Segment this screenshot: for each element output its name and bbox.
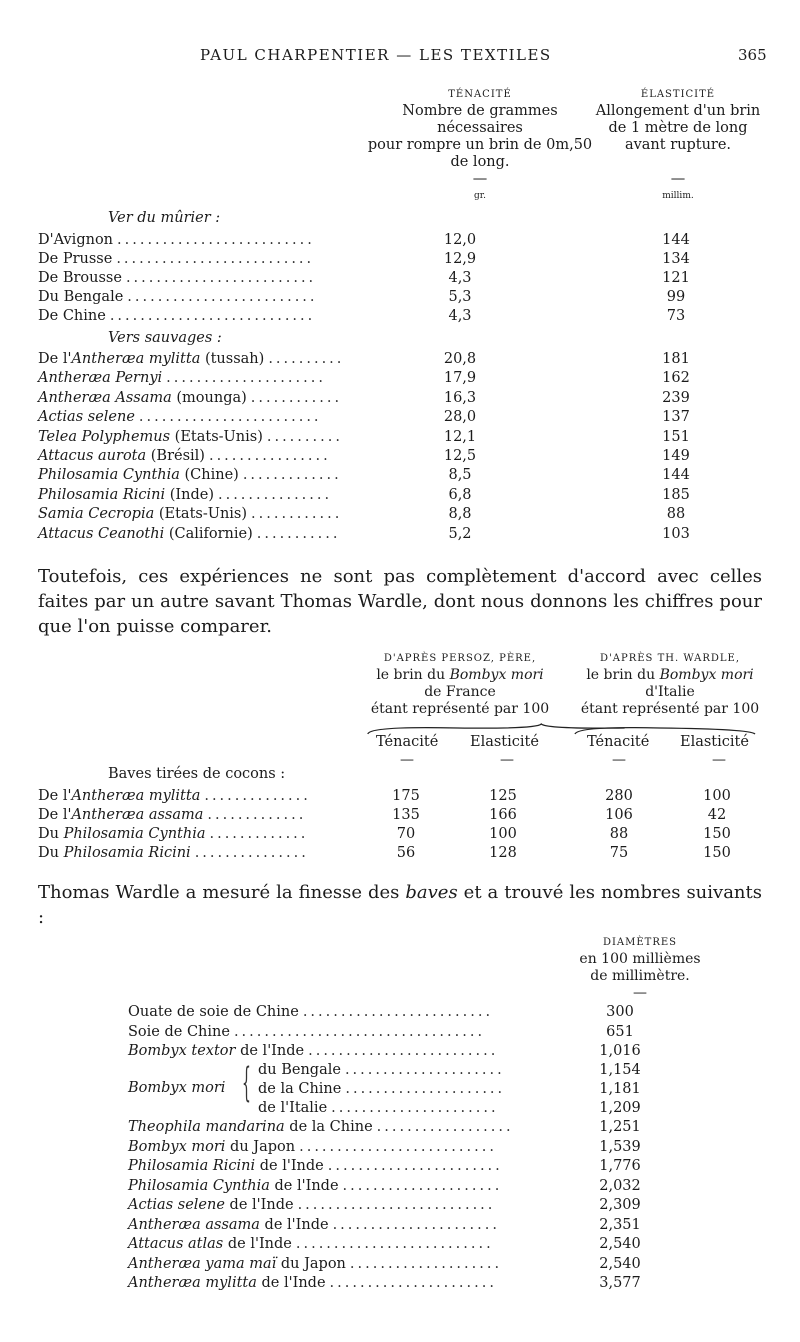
table-row (38, 287, 758, 307)
name-prefix: De l' (38, 807, 72, 823)
row-name (128, 1176, 339, 1196)
leader-dots: ............. (242, 467, 342, 484)
table-row (128, 1041, 800, 1061)
row-name: de l'Italie (258, 1100, 328, 1116)
wardle-line-1: le brin du Bombyx mori (586, 667, 754, 683)
table-row (258, 1060, 758, 1080)
row-name (38, 824, 205, 844)
table-row (38, 805, 758, 825)
table-row (258, 1098, 758, 1118)
leader-dots: .......................... (299, 1138, 497, 1155)
elasticity-value: 239 (662, 389, 690, 406)
wardle-tenacity-value: 106 (605, 807, 633, 823)
leader-dots: .......... (268, 351, 345, 367)
bombyx-mori-label: Bombyx mori (128, 1080, 226, 1096)
wardle-elasticity-label: Elasticité (680, 734, 749, 750)
tenacity-column-header (367, 86, 593, 205)
diameter-header (540, 934, 740, 1002)
row-name (128, 1041, 304, 1061)
persoz-line-2: de France (424, 684, 496, 700)
row-name (38, 465, 239, 485)
name-species: Telea Polyphemus (38, 428, 171, 445)
persoz-tenacity-value: 175 (392, 788, 420, 804)
row-name (128, 1234, 292, 1254)
name-prefix: De l' (38, 788, 72, 804)
elasticity-value: 99 (666, 289, 686, 305)
leader-dots: .............. (204, 788, 311, 804)
row-name (38, 388, 247, 408)
leader-dots: ..................... (342, 1177, 503, 1194)
elasticity-value: 151 (662, 428, 690, 445)
persoz-elasticity-label: Elasticité (470, 734, 539, 750)
row-name (38, 485, 214, 505)
tenacity-unit: gr. (474, 191, 486, 201)
diameter-dash: — (633, 985, 647, 1001)
name-suffix: (Inde) (165, 486, 214, 503)
leader-dots: ........................ (138, 409, 322, 426)
dash-t2-4: — (712, 752, 726, 768)
leader-dots: ................ (208, 448, 331, 464)
name-species: Attacus aurota (38, 448, 147, 464)
persoz-elasticity-value: 128 (489, 845, 517, 861)
row-name (38, 427, 263, 447)
name-prefix: Soie de Chine (128, 1023, 230, 1040)
tenacity-value: 12,1 (443, 428, 477, 445)
name-suffix: du Japon (225, 1138, 296, 1155)
name-species: Philosamia Ricini (128, 1158, 256, 1174)
table-row (128, 1273, 800, 1293)
persoz-tenacity-value: 70 (396, 826, 416, 842)
name-species: Antheræa mylitta (71, 788, 201, 804)
name-species: Philosamia Cynthia (38, 467, 180, 484)
diameter-value: 2,540 (599, 1236, 641, 1252)
brace-glyph: { (242, 1060, 251, 1106)
row-name: de la Chine (258, 1081, 342, 1097)
table-row (38, 485, 758, 505)
row-name (128, 1254, 346, 1274)
tenacity-value: 6,8 (448, 486, 472, 503)
persoz-tenacity-value: 56 (396, 845, 416, 861)
wardle-line-2: d'Italie (645, 684, 695, 700)
leader-dots: ................................. (233, 1023, 486, 1040)
name-suffix: de l'Inde (224, 1197, 294, 1213)
tenacity-line-3: pour rompre un brin de 0m,50 (367, 137, 593, 153)
group-mulberry-label: Ver du mûrier : (108, 210, 221, 226)
table-row (38, 407, 758, 427)
persoz-line-1: le brin du Bombyx mori (376, 667, 544, 683)
name-species: Actias selene (38, 409, 135, 426)
tenacity-value: 4,3 (448, 308, 472, 324)
name-suffix: (mounga) (171, 389, 247, 406)
row-name (38, 786, 200, 806)
elasticity-value: 137 (662, 409, 690, 426)
row-name (128, 1137, 295, 1157)
elasticity-value: 121 (662, 270, 690, 286)
row-name: du Bengale (258, 1062, 341, 1078)
leader-dots: ........... (256, 525, 341, 542)
leader-dots: ............ (250, 389, 343, 406)
diameter-caption: DIAMÈTRES (602, 937, 678, 948)
leader-dots: ..................... (345, 1081, 506, 1097)
row-name (128, 1195, 294, 1215)
row-name (38, 368, 162, 388)
page-number: 365 (738, 46, 767, 64)
dash-t2-1: — (400, 752, 414, 768)
tenacity-value: 16,3 (443, 389, 477, 406)
tenacity-caption: TÉNACITÉ (448, 89, 512, 100)
diameter-value: 300 (606, 1004, 634, 1020)
table-row (38, 465, 758, 485)
wardle-header (560, 650, 780, 718)
row-name: De Chine (38, 308, 106, 324)
name-species: Attacus Ceanothi (38, 525, 165, 542)
tenacity-value: 20,8 (443, 351, 477, 367)
elasticity-line-2: de 1 mètre de long (608, 120, 748, 136)
diameter-value: 1,539 (599, 1138, 641, 1155)
tenacity-value: 5,3 (448, 289, 472, 305)
table-row (38, 843, 758, 863)
diameter-value: 2,309 (599, 1197, 641, 1213)
persoz-tenacity-label: Ténacité (376, 734, 439, 750)
elasticity-caption: ÉLASTICITÉ (640, 89, 716, 100)
leader-dots: ............ (251, 506, 343, 523)
diameter-value: 2,540 (599, 1255, 641, 1272)
name-prefix: Du (38, 826, 64, 842)
name-suffix: (tussah) (200, 351, 265, 367)
diameter-value: 2,032 (599, 1177, 641, 1194)
leader-dots: ..................... (166, 370, 326, 387)
name-species: Bombyx textor (128, 1043, 236, 1059)
leader-dots: ......................... (127, 289, 318, 305)
name-suffix: (Californie) (164, 525, 253, 542)
diameter-value: 1,251 (599, 1119, 641, 1135)
table-row (38, 427, 758, 447)
row-name (38, 349, 264, 369)
persoz-caption: D'APRÈS PERSOZ, PÈRE, (383, 653, 537, 664)
name-suffix: de l'Inde (235, 1043, 305, 1059)
tenacity-value: 28,0 (443, 409, 477, 426)
table-row (128, 1117, 800, 1137)
group-wild-label: Vers sauvages : (108, 330, 222, 346)
name-species: Philosamia Cynthia (63, 826, 206, 842)
diameter-value: 1,181 (599, 1081, 641, 1097)
elasticity-value: 185 (662, 486, 690, 503)
tenacity-line-4: de long. (450, 154, 510, 170)
header-title: PAUL CHARPENTIER — LES TEXTILES (200, 46, 552, 64)
paragraph-comparison: Toutefois, ces expériences ne sont pas complètement d'accord avec celles faites par un autre savant Thomas Wardle, dont nous donnons les chiffres pour que l'on puisse comparer. (38, 566, 762, 637)
name-suffix: (Etats-Unis) (170, 428, 263, 445)
tenacity-value: 12,0 (443, 232, 477, 248)
wardle-elasticity-value: 150 (703, 845, 731, 861)
name-suffix: de l'Inde (223, 1236, 292, 1252)
elasticity-value: 144 (662, 467, 690, 484)
name-suffix: de l'Inde (256, 1275, 326, 1291)
row-name (128, 1117, 373, 1137)
tenacity-value: 5,2 (448, 525, 472, 542)
tenacity-line-1: Nombre de grammes (402, 103, 558, 119)
wardle-line-3: étant représenté par 100 (580, 701, 760, 717)
elasticity-value: 149 (662, 448, 690, 464)
row-name (128, 1273, 326, 1293)
leader-dots: ............. (209, 826, 309, 842)
elasticity-dash: — (670, 171, 686, 187)
elasticity-column-header (578, 86, 778, 205)
table-row (38, 230, 758, 250)
leader-dots: .................. (376, 1119, 514, 1135)
tenacity-value: 12,9 (443, 251, 477, 267)
name-prefix: Ouate de soie de Chine (128, 1004, 299, 1020)
table-row (38, 268, 758, 288)
diameter-value: 3,577 (599, 1275, 641, 1291)
dash-t2-2: — (500, 752, 514, 768)
leader-dots: .......................... (295, 1236, 494, 1252)
name-species: Attacus atlas (128, 1236, 224, 1252)
table-row (128, 1176, 800, 1196)
table-row (38, 388, 758, 408)
row-name (38, 407, 135, 427)
table-row (38, 504, 758, 524)
table-row (128, 1156, 800, 1176)
elasticity-value: 73 (666, 308, 686, 324)
table-row (128, 1022, 800, 1042)
row-name (128, 1215, 329, 1235)
leader-dots: ...................... (329, 1275, 497, 1291)
elasticity-unit: millim. (662, 191, 694, 201)
leader-dots: .......................... (116, 251, 315, 267)
tenacity-value: 8,8 (448, 506, 472, 523)
name-suffix: (Etats-Unis) (154, 506, 248, 523)
name-species: Philosamia Ricini (63, 845, 191, 861)
table-row (38, 824, 758, 844)
leader-dots: ......................... (302, 1004, 494, 1020)
paragraph-fineness: Thomas Wardle a mesuré la finesse des baves et a trouvé les nombres suivants : (38, 882, 763, 928)
tenacity-dash: — (472, 171, 488, 187)
diameter-value: 1,016 (599, 1043, 641, 1059)
wardle-elasticity-value: 42 (707, 807, 727, 823)
row-name (38, 524, 253, 544)
table-row (128, 1002, 800, 1022)
name-prefix: De l' (38, 351, 72, 367)
tenacity-line-2: nécessaires (437, 120, 523, 136)
row-name: De Prusse (38, 251, 113, 267)
table-row (128, 1234, 800, 1254)
table-row (38, 524, 758, 544)
name-species: Antheræa assama (128, 1216, 260, 1233)
wardle-elasticity-value: 100 (703, 788, 731, 804)
name-species: Antheræa mylitta (71, 351, 201, 367)
persoz-header (350, 650, 570, 718)
tenacity-value: 8,5 (448, 467, 472, 484)
table-row (38, 349, 758, 369)
leader-dots: .......... (266, 428, 343, 445)
leader-dots: ...................... (332, 1216, 500, 1233)
cocoon-group-label: Baves tirées de cocons : (108, 766, 286, 782)
table-row (38, 306, 758, 326)
table-row (128, 1195, 800, 1215)
row-name (38, 805, 203, 825)
wardle-tenacity-value: 280 (605, 788, 633, 804)
name-species: Antheræa mylitta (128, 1275, 257, 1291)
name-species: Actias selene (128, 1197, 225, 1213)
elasticity-value: 103 (662, 525, 690, 542)
elasticity-value: 134 (662, 251, 690, 267)
wardle-tenacity-value: 88 (609, 826, 629, 842)
elasticity-line-1: Allongement d'un brin (595, 103, 761, 119)
persoz-elasticity-value: 100 (489, 826, 517, 842)
leader-dots: .................... (349, 1255, 503, 1272)
row-name (38, 843, 191, 863)
wardle-tenacity-label: Ténacité (587, 734, 650, 750)
persoz-line-3: étant représenté par 100 (370, 701, 550, 717)
row-name: De Brousse (38, 270, 122, 286)
row-name (38, 504, 247, 524)
elasticity-value: 181 (662, 351, 690, 367)
name-suffix: (Chine) (179, 467, 239, 484)
diameter-value: 2,351 (599, 1216, 641, 1233)
row-name (38, 446, 205, 466)
diameter-line-2: de millimètre. (590, 968, 690, 984)
tenacity-value: 17,9 (443, 370, 477, 387)
diameter-value: 1,209 (599, 1100, 641, 1116)
name-species: Bombyx mori (128, 1138, 226, 1155)
name-species: Philosamia Cynthia (128, 1177, 270, 1194)
name-suffix: de l'Inde (259, 1216, 329, 1233)
leader-dots: ............... (217, 486, 333, 503)
persoz-tenacity-value: 135 (392, 807, 420, 823)
wardle-elasticity-value: 150 (703, 826, 731, 842)
name-suffix: de la Chine (284, 1119, 373, 1135)
diameter-value: 1,154 (599, 1062, 641, 1078)
leader-dots: .......................... (297, 1197, 496, 1213)
name-species: Samia Cecropia (38, 506, 155, 523)
table-row (38, 786, 758, 806)
name-species: Theophila mandarina (128, 1119, 285, 1135)
table-row (128, 1254, 800, 1274)
name-species: Antheræa Assama (38, 389, 172, 406)
leader-dots: ............. (207, 807, 307, 823)
table-row (38, 249, 758, 269)
elasticity-value: 144 (662, 232, 690, 248)
name-species: Antheræa yama maï (128, 1255, 277, 1272)
name-species: Antheræa Pernyi (38, 370, 163, 387)
name-prefix: Du (38, 845, 64, 861)
persoz-brace (368, 724, 625, 734)
running-header (0, 46, 800, 70)
name-suffix: du Japon (276, 1255, 346, 1272)
leader-dots: ...................... (331, 1100, 499, 1116)
table-row (38, 368, 758, 388)
leader-dots: ......................... (125, 270, 317, 286)
elasticity-value: 162 (662, 370, 690, 387)
leader-dots: ........................... (109, 308, 316, 324)
name-suffix: (Brésil) (146, 448, 205, 464)
diameter-line-1: en 100 millièmes (579, 951, 701, 967)
dash-t2-3: — (612, 752, 626, 768)
tenacity-value: 12,5 (443, 448, 477, 464)
table-row (38, 446, 758, 466)
row-name (128, 1022, 230, 1042)
table-row (128, 1215, 800, 1235)
row-name (128, 1156, 324, 1176)
diameter-value: 1,776 (599, 1158, 641, 1174)
row-name: D'Avignon (38, 232, 114, 248)
name-species: Antheræa assama (71, 807, 204, 823)
name-species: Philosamia Ricini (38, 486, 166, 503)
table-row (258, 1079, 758, 1099)
leader-dots: ............... (194, 845, 309, 861)
table-row (128, 1137, 800, 1157)
elasticity-line-3: avant rupture. (624, 137, 732, 153)
persoz-elasticity-value: 125 (489, 788, 517, 804)
row-name (128, 1002, 299, 1022)
name-suffix: de l'Inde (269, 1177, 339, 1194)
tenacity-value: 4,3 (448, 270, 472, 286)
leader-dots: ....................... (327, 1158, 503, 1174)
wardle-caption: D'APRÈS TH. WARDLE, (600, 653, 740, 664)
diameter-value: 651 (606, 1023, 634, 1040)
leader-dots: ..................... (344, 1062, 505, 1078)
leader-dots: ......................... (308, 1043, 499, 1059)
wardle-tenacity-value: 75 (609, 845, 629, 861)
row-name: Du Bengale (38, 289, 124, 305)
persoz-elasticity-value: 166 (489, 807, 517, 823)
leader-dots: .......................... (117, 232, 315, 248)
name-suffix: de l'Inde (255, 1158, 324, 1174)
elasticity-value: 88 (666, 506, 686, 523)
